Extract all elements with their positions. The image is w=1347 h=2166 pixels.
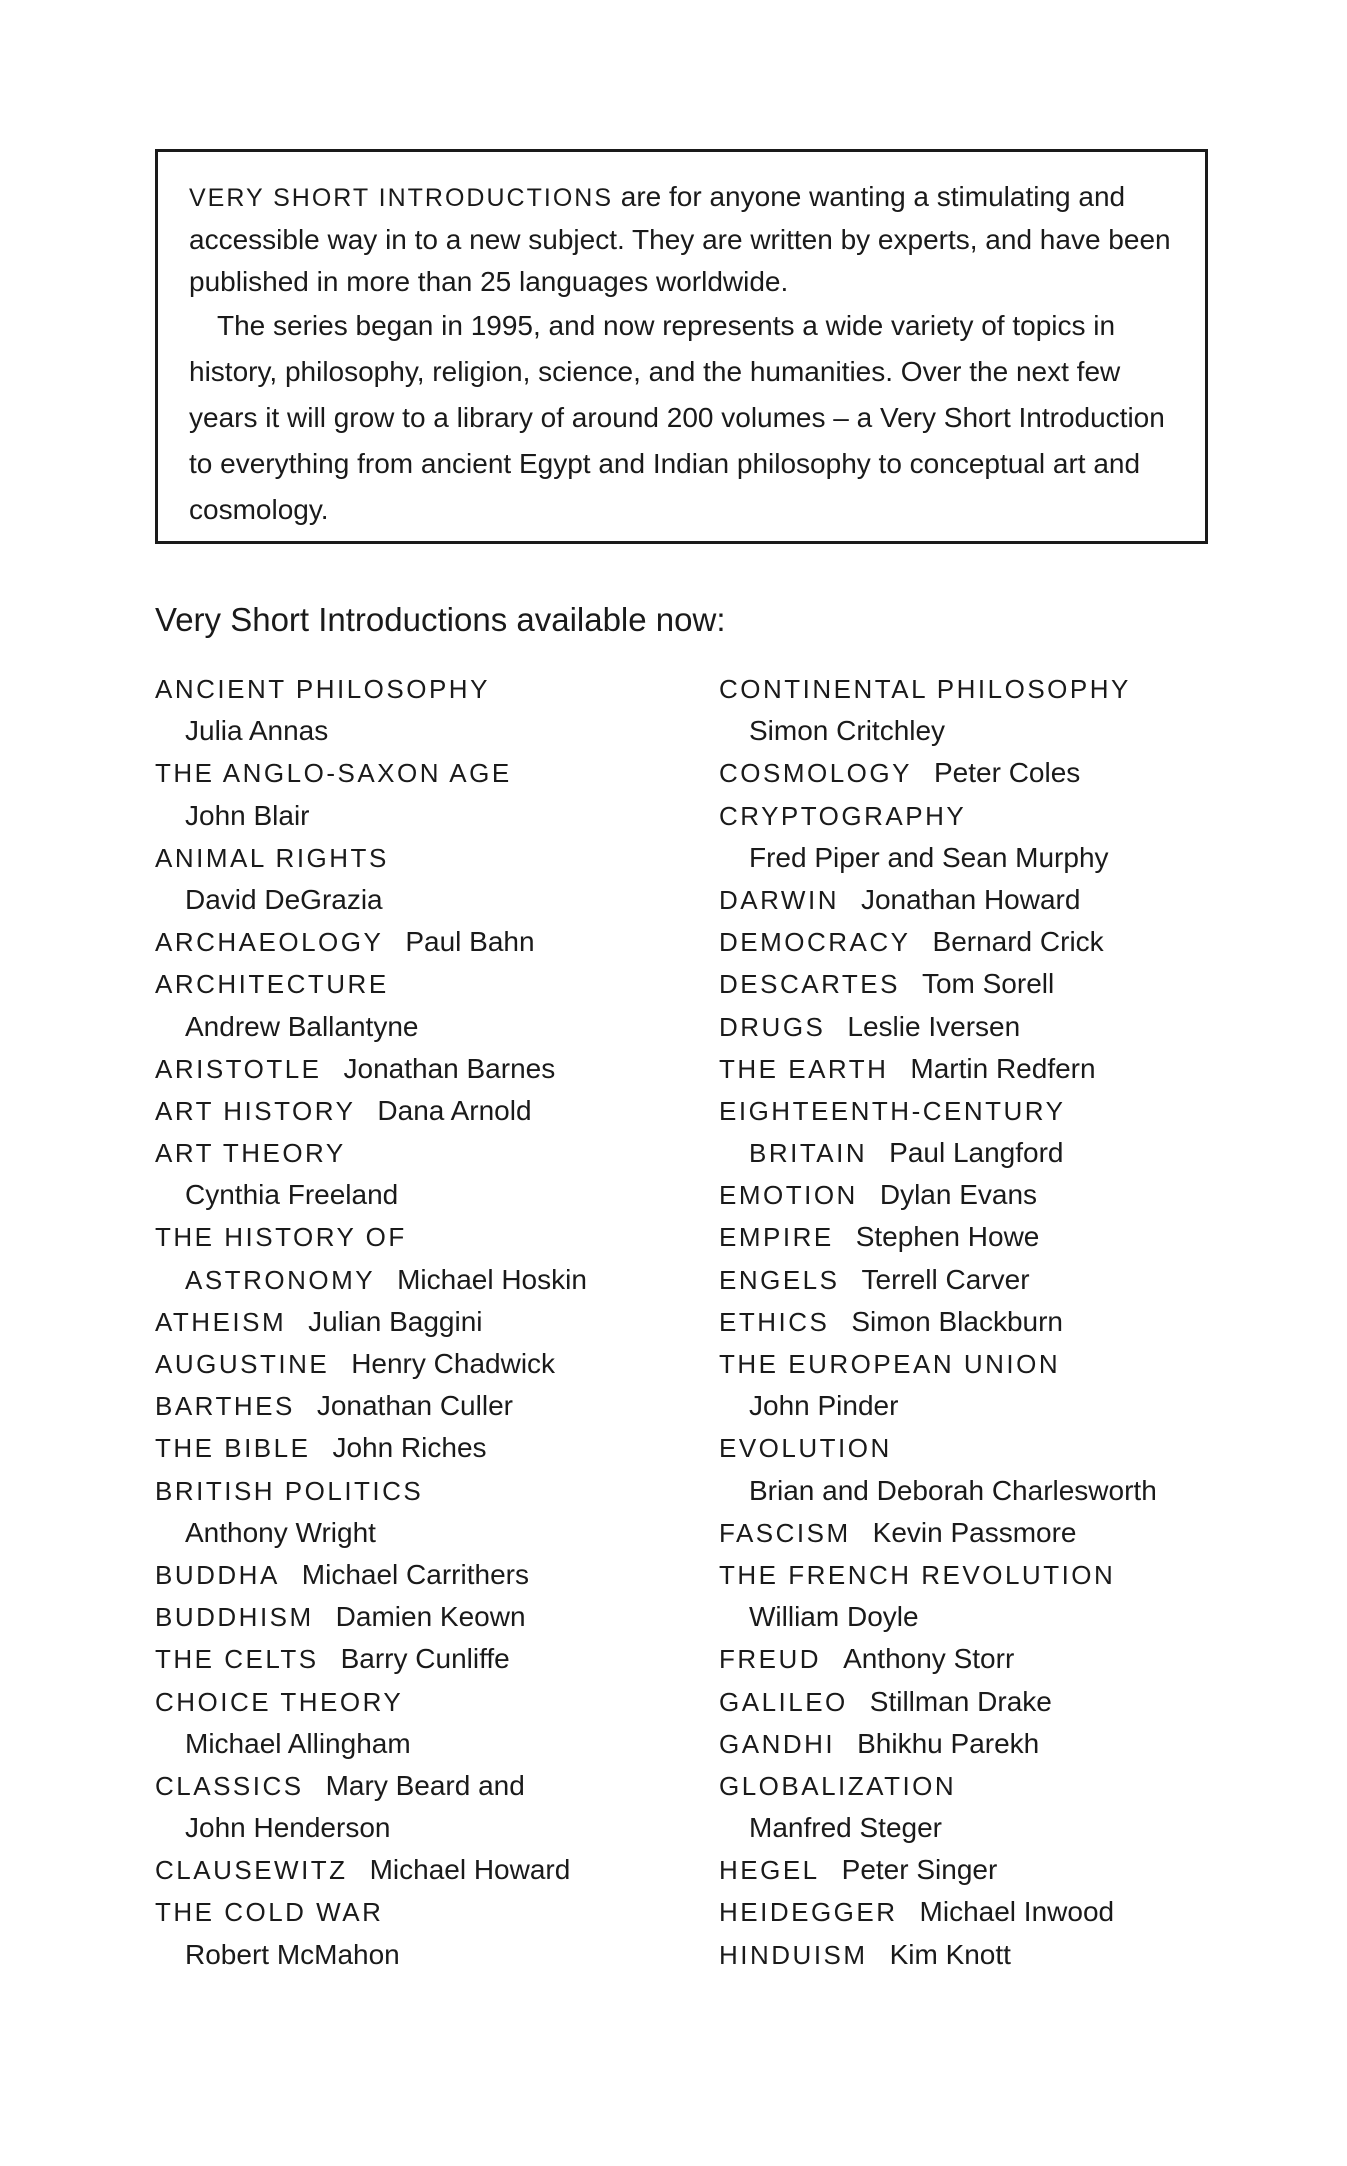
author-name: Julia Annas: [185, 715, 329, 747]
list-item: [719, 795, 1239, 837]
list-item: [719, 1512, 1239, 1554]
list-item: [719, 1301, 1239, 1343]
list-item: [719, 1934, 1239, 1976]
list-item: [719, 1596, 1239, 1638]
subject-title: ARCHAEOLOGY: [155, 927, 384, 958]
list-item: [155, 837, 675, 879]
author-name: John Riches: [332, 1432, 487, 1464]
subject-title: ART THEORY: [155, 1138, 346, 1169]
author-name: Mary Beard and: [325, 1769, 525, 1801]
list-item: [719, 1765, 1239, 1807]
author-name: Martin Redfern: [910, 1052, 1096, 1084]
list-item: [719, 1891, 1239, 1933]
list-item: [719, 752, 1239, 794]
list-item: [155, 1807, 675, 1849]
subject-title: ANIMAL RIGHTS: [155, 842, 389, 873]
author-name: Robert McMahon: [185, 1938, 400, 1970]
subject-title: COSMOLOGY: [719, 758, 912, 789]
list-item: [719, 1259, 1239, 1301]
list-item: [155, 1216, 675, 1258]
subject-title: ARISTOTLE: [155, 1053, 322, 1084]
list-item: [155, 921, 675, 963]
list-item: [155, 752, 675, 794]
subject-title: CLASSICS: [155, 1770, 304, 1801]
subject-title: BRITAIN: [749, 1138, 868, 1169]
list-item: [719, 1174, 1239, 1216]
subject-title: FASCISM: [719, 1517, 851, 1548]
list-item: [155, 1512, 675, 1554]
subject-title: EMPIRE: [719, 1222, 834, 1253]
list-item: [155, 963, 675, 1005]
subject-title: HEGEL: [719, 1855, 820, 1886]
subject-title: ART HISTORY: [155, 1095, 356, 1126]
author-name: Andrew Ballantyne: [185, 1010, 419, 1042]
author-name: Kim Knott: [889, 1938, 1011, 1970]
author-name: Michael Howard: [369, 1854, 571, 1886]
list-item: [155, 710, 675, 752]
author-name: John Henderson: [185, 1812, 391, 1844]
list-item: [155, 1174, 675, 1216]
list-item: [155, 1301, 675, 1343]
list-item: [719, 1427, 1239, 1469]
author-name: Michael Inwood: [919, 1896, 1115, 1928]
subject-title: DESCARTES: [719, 969, 900, 1000]
author-name: Jonathan Howard: [860, 883, 1081, 915]
subject-title: THE FRENCH REVOLUTION: [719, 1559, 1116, 1590]
subject-title: EMOTION: [719, 1180, 858, 1211]
list-item: [719, 963, 1239, 1005]
author-name: Manfred Steger: [749, 1812, 942, 1844]
subject-title: DRUGS: [719, 1011, 826, 1042]
subject-title: GALILEO: [719, 1686, 848, 1717]
list-item: [719, 1723, 1239, 1765]
author-name: William Doyle: [749, 1601, 919, 1633]
subject-title: CHOICE THEORY: [155, 1686, 404, 1717]
series-name: VERY SHORT INTRODUCTIONS: [189, 184, 613, 212]
subject-title: CRYPTOGRAPHY: [719, 800, 967, 831]
subject-title: HINDUISM: [719, 1939, 868, 1970]
list-item: [155, 1132, 675, 1174]
subject-title: DEMOCRACY: [719, 927, 911, 958]
intro-paragraph-2: The series began in 1995, and now represents a wide variety of topics in history, philosophy, religion, science, and the humanities. Over the next few years it will grow to a library of around 200 volumes – a Very Short Introduction to everything from ancient Egypt and Indian philosophy to conceptual art and cosmology.: [189, 310, 1165, 525]
list-item: [719, 1343, 1239, 1385]
subject-title: ASTRONOMY: [185, 1264, 376, 1295]
list-item: [155, 1048, 675, 1090]
list-item: [155, 1554, 675, 1596]
list-item: [719, 1470, 1239, 1512]
subject-title: THE EARTH: [719, 1053, 889, 1084]
author-name: John Blair: [185, 799, 310, 831]
list-item: [155, 1596, 675, 1638]
author-name: Bernard Crick: [932, 926, 1104, 958]
list-item: [155, 668, 675, 710]
author-name: Terrell Carver: [861, 1263, 1030, 1295]
list-item: [719, 1681, 1239, 1723]
author-name: Fred Piper and Sean Murphy: [749, 841, 1109, 873]
author-name: David DeGrazia: [185, 883, 383, 915]
author-name: Bhikhu Parekh: [857, 1727, 1040, 1759]
author-name: Anthony Storr: [843, 1643, 1015, 1675]
subject-title: GLOBALIZATION: [719, 1770, 957, 1801]
list-item: [719, 1638, 1239, 1680]
author-name: Michael Carrithers: [301, 1558, 529, 1590]
intro-paragraph-1-text: are for anyone wanting a stimulating and accessible way in to a new subject. They are written by experts, and have been published in more than 25 languages worldwide.: [189, 181, 1171, 297]
list-item: [719, 879, 1239, 921]
available-heading: Very Short Introductions available now:: [155, 601, 726, 638]
series-intro-box: [155, 149, 1208, 544]
author-name: Paul Langford: [889, 1137, 1064, 1169]
subject-title: THE ANGLO-SAXON AGE: [155, 758, 512, 789]
author-name: Stephen Howe: [855, 1221, 1040, 1253]
subject-title: HEIDEGGER: [719, 1897, 898, 1928]
author-name: Cynthia Freeland: [185, 1179, 399, 1211]
list-item: [719, 921, 1239, 963]
author-name: Dana Arnold: [377, 1094, 532, 1126]
list-item: [719, 1849, 1239, 1891]
subject-title: BRITISH POLITICS: [155, 1475, 424, 1506]
list-item: [719, 1090, 1239, 1132]
author-name: John Pinder: [749, 1390, 899, 1422]
author-name: Damien Keown: [335, 1601, 526, 1633]
author-name: Barry Cunliffe: [340, 1643, 510, 1675]
subject-title: ARCHITECTURE: [155, 969, 389, 1000]
list-item: [155, 1723, 675, 1765]
subject-title: DARWIN: [719, 884, 839, 915]
author-name: Jonathan Barnes: [343, 1052, 556, 1084]
author-name: Tom Sorell: [921, 968, 1055, 1000]
subject-title: ANCIENT PHILOSOPHY: [155, 674, 490, 704]
list-item: [155, 1427, 675, 1469]
list-item: [155, 795, 675, 837]
list-item: [719, 1132, 1239, 1174]
subject-title: ATHEISM: [155, 1306, 287, 1337]
list-item: [155, 1259, 675, 1301]
author-name: Leslie Iversen: [847, 1010, 1021, 1042]
author-name: Paul Bahn: [405, 926, 535, 958]
titles-list-left: [155, 668, 675, 1976]
list-item: [719, 1048, 1239, 1090]
author-name: Dylan Evans: [879, 1179, 1038, 1211]
list-item: [719, 1216, 1239, 1258]
list-item: [155, 1006, 675, 1048]
list-item: [155, 1765, 675, 1807]
subject-title: THE CELTS: [155, 1644, 319, 1675]
list-item: [155, 1891, 675, 1933]
list-item: [719, 1385, 1239, 1427]
list-item: [719, 1006, 1239, 1048]
list-item: [155, 1849, 675, 1891]
author-name: Kevin Passmore: [872, 1516, 1077, 1548]
subject-title: BARTHES: [155, 1391, 295, 1422]
list-item: [155, 1681, 675, 1723]
author-name: Henry Chadwick: [351, 1348, 556, 1379]
author-name: Anthony Wright: [185, 1516, 376, 1548]
list-item: [719, 837, 1239, 879]
subject-title: THE EUROPEAN UNION: [719, 1349, 1061, 1379]
subject-title: BUDDHISM: [155, 1602, 314, 1633]
subject-title: BUDDHA: [155, 1559, 280, 1590]
subject-title: FREUD: [719, 1644, 822, 1675]
subject-title: EIGHTEENTH-CENTURY: [719, 1095, 1066, 1126]
subject-title: THE COLD WAR: [155, 1897, 384, 1928]
list-item: [155, 1470, 675, 1512]
author-name: Stillman Drake: [869, 1685, 1052, 1717]
author-name: Peter Coles: [933, 757, 1081, 789]
subject-title: AUGUSTINE: [155, 1349, 330, 1379]
list-item: [719, 668, 1239, 710]
list-item: [155, 1343, 675, 1385]
subject-title: EVOLUTION: [719, 1433, 892, 1464]
list-item: [155, 1934, 675, 1976]
subject-title: THE HISTORY OF: [155, 1222, 407, 1253]
author-name: Julian Baggini: [308, 1305, 483, 1337]
author-name: Simon Blackburn: [851, 1305, 1063, 1337]
list-item: [155, 1638, 675, 1680]
intro-paragraph-1: [189, 176, 1175, 303]
titles-list-right: [719, 668, 1239, 1976]
author-name: Michael Allingham: [185, 1727, 411, 1759]
author-name: Brian and Deborah Charlesworth: [749, 1474, 1157, 1506]
subject-title: THE BIBLE: [155, 1433, 311, 1464]
list-item: [155, 1090, 675, 1132]
author-name: Michael Hoskin: [397, 1263, 587, 1295]
subject-title: ETHICS: [719, 1306, 830, 1337]
author-name: Peter Singer: [841, 1854, 998, 1886]
subject-title: CLAUSEWITZ: [155, 1855, 348, 1886]
author-name: Jonathan Culler: [316, 1390, 513, 1422]
list-item: [155, 879, 675, 921]
list-item: [719, 1807, 1239, 1849]
list-item: [155, 1385, 675, 1427]
author-name: Simon Critchley: [749, 715, 946, 747]
list-item: [719, 710, 1239, 752]
subject-title: CONTINENTAL PHILOSOPHY: [719, 674, 1131, 704]
subject-title: ENGELS: [719, 1264, 840, 1295]
list-item: [719, 1554, 1239, 1596]
subject-title: GANDHI: [719, 1728, 836, 1759]
